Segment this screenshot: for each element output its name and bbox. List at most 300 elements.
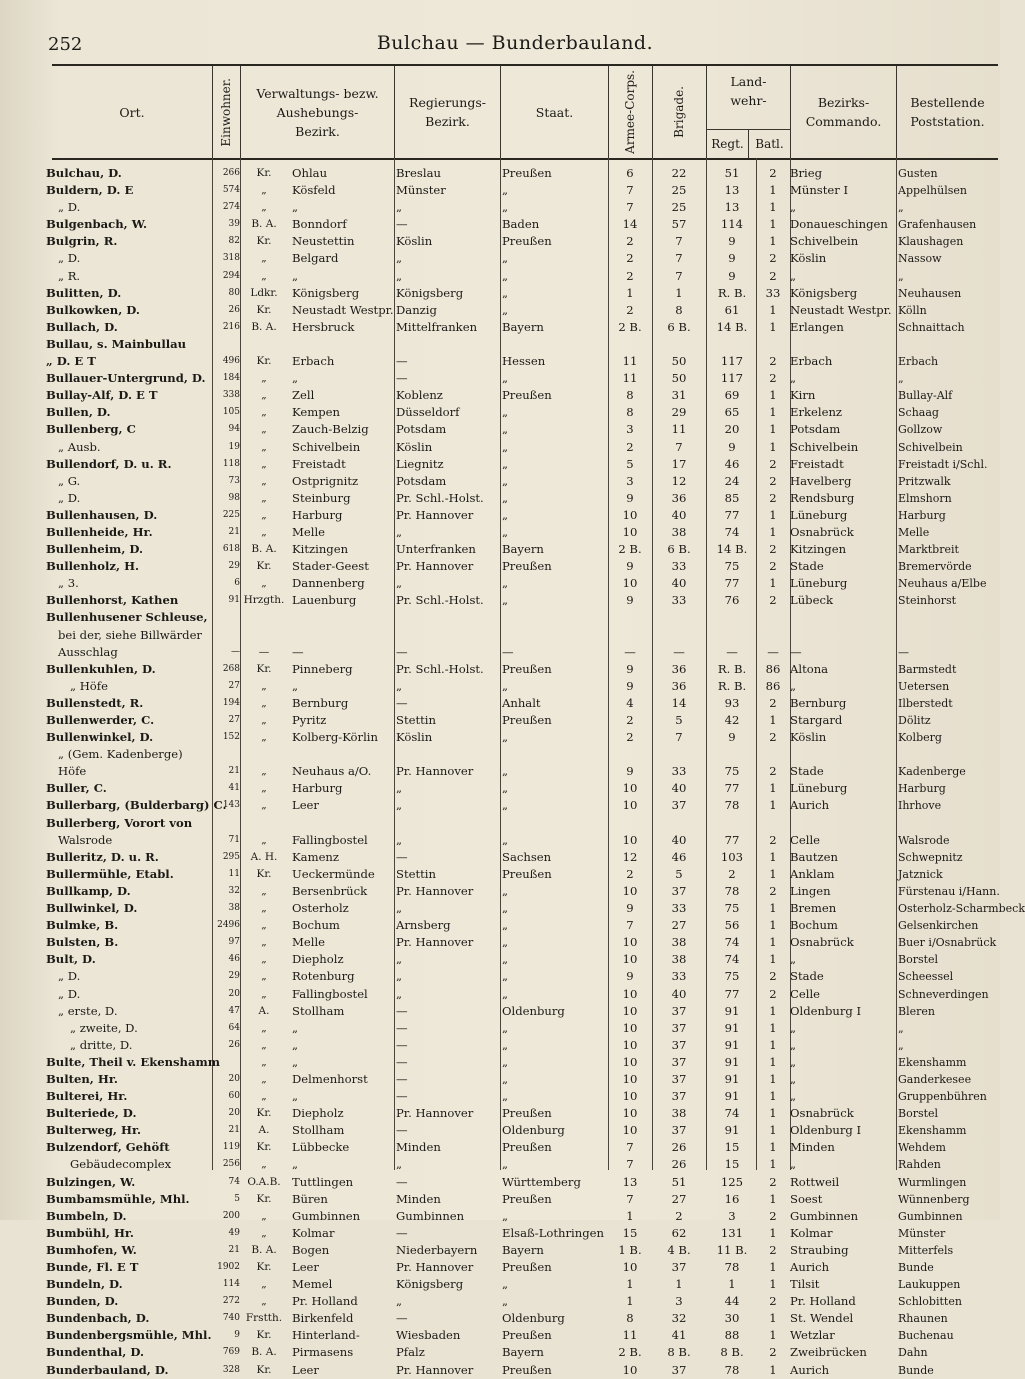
government-district-cell: Pr. Schl.-Holst.: [396, 661, 484, 676]
table-row: [46, 165, 998, 182]
government-district-cell: „: [396, 251, 403, 266]
landwehr-battalion-cell: 1: [769, 866, 777, 881]
landwehr-regiment-cell: 77: [724, 507, 740, 522]
place-name-cell: „ D.: [58, 986, 81, 1001]
table-row: [46, 1362, 998, 1379]
population-cell: 26: [228, 304, 240, 315]
landwehr-battalion-cell: 1: [769, 1054, 777, 1069]
post-station-cell: Schnaittach: [898, 320, 965, 334]
state-cell: Hessen: [502, 354, 546, 369]
post-station-cell: Neuhausen: [898, 286, 962, 300]
page-number: 252: [48, 34, 83, 55]
post-station-cell: Neuhaus a/Elbe: [898, 577, 987, 591]
landwehr-battalion-cell: 1: [769, 1003, 777, 1018]
army-corps-cell: 10: [622, 832, 638, 847]
landwehr-regiment-cell: 125: [720, 1174, 744, 1189]
admin-district-cell: Harburg: [292, 507, 343, 522]
admin-district-cell: Freistadt: [292, 456, 346, 471]
population-cell: 91: [228, 595, 240, 606]
brigade-cell: 1: [675, 1277, 683, 1292]
landwehr-regiment-cell: 75: [724, 559, 740, 574]
population-cell: 9: [234, 1330, 240, 1341]
population-cell: 29: [228, 971, 240, 982]
post-station-cell: Melle: [898, 525, 930, 539]
army-corps-cell: 12: [622, 849, 638, 864]
table-row: [46, 1327, 998, 1344]
district-command-cell: Stade: [790, 764, 824, 779]
population-cell: 94: [228, 424, 240, 435]
post-station-cell: „: [898, 201, 904, 215]
place-name-cell: „ D. E T: [46, 354, 96, 369]
place-name-cell: Bullenhorst, Kathen: [46, 593, 179, 608]
place-name-cell: Buldern, D. E: [46, 183, 134, 198]
state-cell: Preußen: [502, 866, 552, 881]
place-name-cell: Bulmke, B.: [46, 918, 119, 933]
admin-type-cell: Kr.: [256, 1261, 272, 1273]
landwehr-battalion-cell: 1: [769, 507, 777, 522]
state-cell: Preußen: [502, 1140, 552, 1155]
landwehr-battalion-cell: 2: [769, 986, 777, 1001]
table-row: [52, 986, 998, 1003]
admin-district-cell: Tuttlingen: [292, 1174, 354, 1189]
army-corps-cell: 10: [622, 986, 638, 1001]
army-corps-cell: 1 B.: [618, 1242, 642, 1257]
government-district-cell: Königsberg: [396, 1277, 464, 1292]
landwehr-regiment-cell: R. B.: [717, 661, 747, 676]
population-cell: 98: [228, 492, 240, 503]
landwehr-battalion-cell: 2: [769, 371, 777, 386]
admin-type-cell: „: [261, 1021, 267, 1034]
landwehr-battalion-cell: 2: [769, 593, 777, 608]
header-staat: Staat.: [500, 66, 608, 158]
government-district-cell: —: [396, 1054, 408, 1069]
government-district-cell: Stettin: [396, 866, 436, 881]
brigade-cell: —: [673, 644, 685, 659]
district-command-cell: Aurich: [790, 798, 830, 813]
population-cell: 272: [222, 1296, 240, 1307]
population-cell: 769: [222, 1347, 240, 1358]
post-station-cell: Pritzwalk: [898, 474, 951, 488]
army-corps-cell: 8: [626, 388, 634, 403]
post-station-cell: Bullay-Alf: [898, 389, 953, 403]
table-row: [46, 1208, 998, 1225]
landwehr-regiment-cell: 61: [724, 302, 740, 317]
government-district-cell: —: [396, 1174, 408, 1189]
government-district-cell: „: [396, 576, 403, 591]
place-name-cell: Bullauer-Untergrund, D.: [46, 371, 206, 386]
landwehr-battalion-cell: 1: [769, 901, 777, 916]
state-cell: Preußen: [502, 388, 552, 403]
post-station-cell: —: [898, 645, 909, 659]
landwehr-battalion-cell: 1: [769, 217, 777, 232]
admin-district-cell: Lauenburg: [292, 593, 357, 608]
army-corps-cell: 5: [626, 456, 634, 471]
state-cell: Württemberg: [502, 1174, 581, 1189]
state-cell: „: [502, 883, 509, 898]
place-name-cell: Bullendorf, D. u. R.: [46, 456, 172, 471]
government-district-cell: „: [396, 952, 403, 967]
state-cell: „: [502, 200, 509, 215]
table-row: [52, 678, 998, 695]
army-corps-cell: 13: [622, 1174, 638, 1189]
government-district-cell: Gumbinnen: [396, 1208, 465, 1223]
government-district-cell: Breslau: [396, 166, 441, 180]
admin-district-cell: Delmenhorst: [292, 1071, 368, 1086]
running-head: [40, 28, 990, 58]
government-district-cell: Pr. Hannover: [396, 507, 474, 522]
state-cell: Preußen: [502, 234, 552, 249]
brigade-cell: 33: [671, 559, 687, 574]
table-row: [52, 1020, 998, 1037]
state-cell: Preußen: [502, 661, 552, 676]
table-row: [46, 558, 998, 575]
government-district-cell: Pr. Hannover: [396, 883, 474, 898]
brigade-cell: 2: [675, 1208, 683, 1223]
district-command-cell: Köslin: [790, 730, 827, 745]
army-corps-cell: 7: [626, 200, 634, 215]
table-row: [46, 849, 998, 866]
admin-district-cell: „: [292, 1089, 299, 1104]
landwehr-regiment-cell: 3: [728, 1208, 736, 1223]
government-district-cell: —: [396, 695, 408, 710]
admin-district-cell: Neustettin: [292, 234, 355, 249]
place-name-cell: Bunde, Fl. E T: [46, 1260, 139, 1274]
population-cell: 64: [228, 1022, 240, 1033]
army-corps-cell: 10: [622, 883, 638, 898]
admin-district-cell: Neustadt Westpr.: [292, 302, 394, 317]
landwehr-battalion-cell: 1: [769, 439, 777, 454]
landwehr-battalion-cell: 2: [769, 1242, 777, 1257]
post-station-cell: Dölitz: [898, 714, 931, 727]
landwehr-battalion-cell: 2: [769, 832, 777, 847]
government-district-cell: Pr. Hannover: [396, 1106, 474, 1121]
district-command-cell: Kirn: [790, 388, 816, 403]
admin-type-cell: „: [261, 902, 267, 915]
admin-type-cell: „: [261, 269, 267, 282]
post-station-cell: Gusten: [898, 167, 938, 180]
admin-type-cell: B. A.: [251, 320, 277, 333]
state-cell: —: [502, 644, 514, 659]
state-cell: „: [502, 576, 509, 591]
government-district-cell: Köslin: [396, 730, 433, 745]
army-corps-cell: —: [624, 644, 636, 659]
admin-type-cell: „: [261, 1295, 267, 1308]
district-command-cell: Aurich: [790, 1362, 830, 1377]
army-corps-cell: 7: [626, 1191, 634, 1206]
army-corps-cell: 6: [626, 166, 634, 180]
brigade-cell: 38: [671, 952, 687, 967]
brigade-cell: 37: [671, 1123, 687, 1138]
place-name-cell: Bullenkuhlen, D.: [46, 661, 156, 676]
table-row: [46, 285, 998, 302]
post-station-cell: Barmstedt: [898, 662, 957, 676]
landwehr-regiment-cell: 13: [724, 200, 740, 215]
table-row: [46, 1242, 998, 1259]
district-command-cell: Münster I: [790, 183, 849, 198]
place-name-cell: Ausschlag: [58, 644, 118, 659]
admin-type-cell: „: [261, 679, 267, 692]
place-name-cell: Bulten, Hr.: [46, 1071, 118, 1086]
place-name-cell: Bulgrin, R.: [46, 234, 118, 249]
brigade-cell: 7: [675, 730, 683, 745]
admin-type-cell: Ldkr.: [250, 286, 278, 299]
table-row: [46, 319, 998, 336]
post-station-cell: Laukuppen: [898, 1278, 961, 1292]
army-corps-cell: 7: [626, 1140, 634, 1155]
government-district-cell: Potsdam: [396, 422, 447, 437]
brigade-cell: 27: [671, 1191, 687, 1206]
brigade-cell: 50: [671, 371, 687, 386]
admin-type-cell: „: [261, 457, 267, 470]
state-cell: „: [502, 1054, 509, 1069]
brigade-cell: 40: [671, 832, 687, 847]
admin-district-cell: Steinburg: [292, 490, 351, 505]
header-bezirkskommando: Bezirks- Commando.: [790, 66, 896, 158]
government-district-cell: —: [396, 644, 408, 659]
admin-type-cell: „: [261, 474, 267, 487]
brigade-cell: 22: [671, 166, 687, 180]
admin-district-cell: „: [292, 371, 299, 386]
army-corps-cell: 10: [622, 1089, 638, 1104]
admin-type-cell: „: [261, 491, 267, 504]
admin-type-cell: „: [261, 987, 267, 1000]
district-command-cell: Bremen: [790, 901, 837, 916]
army-corps-cell: 9: [626, 969, 634, 984]
admin-district-cell: Pr. Holland: [292, 1294, 358, 1309]
government-district-cell: Danzig: [396, 302, 437, 317]
admin-type-cell: Kr.: [256, 867, 272, 880]
state-cell: „: [502, 935, 509, 950]
government-district-cell: Niederbayern: [396, 1242, 478, 1257]
army-corps-cell: 7: [626, 918, 634, 933]
header-regt: Regt.: [711, 137, 744, 151]
landwehr-regiment-cell: 78: [724, 1260, 740, 1274]
brigade-cell: 33: [671, 593, 687, 608]
landwehr-battalion-cell: 2: [769, 883, 777, 898]
admin-district-cell: Fallingbostel: [292, 832, 368, 847]
landwehr-battalion-cell: 1: [769, 781, 777, 796]
army-corps-cell: 10: [622, 952, 638, 967]
brigade-cell: 25: [671, 183, 687, 198]
place-name-cell: bei der, siehe Billwärder: [58, 627, 202, 642]
admin-district-cell: „: [292, 1157, 299, 1172]
place-name-cell: Bullen, D.: [46, 405, 111, 420]
district-command-cell: Aurich: [790, 1260, 830, 1274]
admin-district-cell: Stollham: [292, 1003, 345, 1018]
table-row: [52, 250, 998, 267]
government-district-cell: „: [396, 986, 403, 1001]
admin-district-cell: Neuhaus a/O.: [292, 764, 372, 779]
admin-type-cell: „: [261, 406, 267, 419]
place-name-cell: „ 3.: [58, 576, 79, 591]
district-command-cell: Oldenburg I: [790, 1003, 862, 1018]
state-cell: „: [502, 268, 509, 283]
place-name-cell: Bunden, D.: [46, 1294, 119, 1309]
landwehr-regiment-cell: 51: [724, 166, 740, 180]
landwehr-regiment-cell: 65: [724, 405, 740, 420]
government-district-cell: —: [396, 1037, 408, 1052]
state-cell: Sachsen: [502, 849, 552, 864]
place-name-cell: Bulleritz, D. u. R.: [46, 849, 159, 864]
place-name-cell: Gebäudecomplex: [70, 1157, 172, 1172]
landwehr-battalion-cell: 1: [769, 1020, 777, 1035]
population-cell: 60: [228, 1091, 240, 1102]
post-station-cell: Ekenshamm: [898, 1124, 967, 1138]
district-command-cell: Bochum: [790, 918, 838, 933]
landwehr-regiment-cell: 77: [724, 576, 740, 591]
post-station-cell: Kolberg: [898, 731, 942, 745]
brigade-cell: 6 B.: [667, 319, 691, 334]
state-cell: „: [502, 832, 509, 847]
brigade-cell: 11: [671, 422, 687, 437]
government-district-cell: „: [396, 1294, 403, 1309]
landwehr-regiment-cell: 75: [724, 764, 740, 779]
table-row: [46, 421, 998, 438]
army-corps-cell: 7: [626, 183, 634, 198]
government-district-cell: —: [396, 1071, 408, 1086]
admin-type-cell: Kr.: [256, 1141, 272, 1154]
brigade-cell: 40: [671, 576, 687, 591]
landwehr-battalion-cell: 33: [765, 285, 781, 300]
brigade-cell: 38: [671, 935, 687, 950]
state-cell: „: [502, 285, 509, 300]
government-district-cell: —: [396, 1311, 408, 1326]
table-row: [52, 644, 998, 661]
place-name-cell: „ dritte, D.: [70, 1037, 133, 1052]
table-row: [46, 609, 998, 626]
landwehr-battalion-cell: 2: [769, 1345, 777, 1360]
district-command-cell: Bautzen: [790, 849, 838, 864]
table-row: [46, 1174, 998, 1191]
admin-type-cell: „: [261, 577, 267, 590]
brigade-cell: 8 B.: [667, 1345, 691, 1360]
district-command-cell: Pr. Holland: [790, 1294, 856, 1309]
place-name-cell: Bullau, s. Mainbullau: [46, 336, 187, 351]
state-cell: „: [502, 1157, 509, 1172]
table-row: [46, 1310, 998, 1327]
government-district-cell: Pr. Schl.-Holst.: [396, 490, 484, 505]
post-station-cell: Münster: [898, 1226, 946, 1240]
place-name-cell: Bullkamp, D.: [46, 883, 131, 898]
population-cell: 47: [228, 1005, 240, 1016]
admin-type-cell: „: [261, 799, 267, 812]
admin-district-cell: Leer: [292, 1260, 319, 1274]
landwehr-regiment-cell: 114: [720, 217, 744, 232]
state-cell: „: [502, 969, 509, 984]
state-cell: Anhalt: [502, 695, 541, 710]
district-command-cell: Minden: [790, 1140, 835, 1155]
district-command-cell: Zweibrücken: [790, 1345, 867, 1360]
population-cell: 97: [228, 937, 240, 948]
landwehr-regiment-cell: 91: [724, 1003, 740, 1018]
population-cell: —: [231, 646, 240, 657]
state-cell: „: [502, 952, 509, 967]
district-command-cell: „: [790, 952, 797, 967]
table-row: [46, 387, 998, 404]
army-corps-cell: 2: [626, 730, 634, 745]
landwehr-regiment-cell: 14 B.: [716, 542, 748, 557]
landwehr-battalion-cell: 1: [769, 918, 777, 933]
brigade-cell: 32: [671, 1311, 687, 1326]
table-row: [46, 541, 998, 558]
brigade-cell: 33: [671, 764, 687, 779]
landwehr-regiment-cell: 16: [724, 1191, 740, 1206]
district-command-cell: Neustadt Westpr.: [790, 302, 892, 317]
landwehr-battalion-cell: 1: [769, 1311, 777, 1326]
post-station-cell: Kadenberge: [898, 765, 966, 779]
table-row: [46, 1191, 998, 1208]
district-command-cell: Osnabrück: [790, 524, 854, 539]
header-poststation: Bestellende Poststation.: [896, 66, 998, 158]
landwehr-battalion-cell: 1: [769, 302, 777, 317]
table-row: [46, 216, 998, 233]
brigade-cell: 37: [671, 883, 687, 898]
landwehr-battalion-cell: 1: [769, 1071, 777, 1086]
government-district-cell: „: [396, 798, 403, 813]
district-command-cell: Kolmar: [790, 1225, 833, 1240]
population-cell: 80: [228, 287, 240, 298]
place-name-cell: Höfe: [58, 764, 87, 779]
state-cell: „: [502, 439, 509, 454]
landwehr-battalion-cell: 1: [769, 1362, 777, 1377]
post-station-cell: Wehdem: [898, 1141, 946, 1155]
header-ort: Ort.: [119, 104, 145, 120]
admin-district-cell: Pinneberg: [292, 661, 353, 676]
district-command-cell: Stade: [790, 559, 824, 574]
post-station-cell: Wurmlingen: [898, 1175, 967, 1189]
army-corps-cell: 9: [626, 661, 634, 676]
brigade-cell: 36: [671, 678, 687, 693]
table-row: [46, 661, 998, 678]
landwehr-battalion-cell: 1: [769, 576, 777, 591]
landwehr-battalion-cell: —: [767, 644, 779, 659]
table-row: [46, 353, 998, 370]
place-name-cell: Bulkowken, D.: [46, 302, 140, 317]
admin-type-cell: „: [261, 696, 267, 709]
header-batl: Batl.: [748, 130, 790, 158]
district-command-cell: Rottweil: [790, 1174, 840, 1189]
place-name-cell: „ R.: [58, 268, 81, 283]
table-row: [46, 934, 998, 951]
admin-type-cell: B. A.: [251, 1243, 277, 1256]
landwehr-battalion-cell: 1: [769, 798, 777, 813]
admin-type-cell: „: [261, 833, 267, 846]
place-name-cell: „ (Gem. Kadenberge): [58, 747, 183, 762]
place-name-cell: Bunderbauland, D.: [46, 1362, 169, 1377]
header-landwehr: Land- wehr- Regt. Batl.: [706, 66, 790, 158]
state-cell: „: [502, 302, 509, 317]
population-cell: 82: [228, 236, 240, 247]
district-command-cell: Rendsburg: [790, 490, 855, 505]
landwehr-regiment-cell: 91: [724, 1054, 740, 1069]
brigade-cell: 31: [671, 388, 687, 403]
admin-district-cell: Kempen: [292, 405, 340, 420]
district-command-cell: Erbach: [790, 354, 833, 369]
population-cell: 225: [222, 509, 240, 520]
landwehr-battalion-cell: 1: [769, 1089, 777, 1104]
population-cell: 5: [234, 1193, 240, 1204]
brigade-cell: 26: [671, 1157, 687, 1172]
post-station-cell: Bunde: [898, 1261, 934, 1274]
table-row: [46, 1088, 998, 1105]
landwehr-battalion-cell: 2: [769, 1208, 777, 1223]
state-cell: „: [502, 251, 509, 266]
population-cell: 29: [228, 561, 240, 572]
state-cell: „: [502, 1037, 509, 1052]
district-command-cell: „: [790, 268, 797, 283]
district-command-cell: Bernburg: [790, 695, 847, 710]
brigade-cell: 1: [675, 285, 683, 300]
